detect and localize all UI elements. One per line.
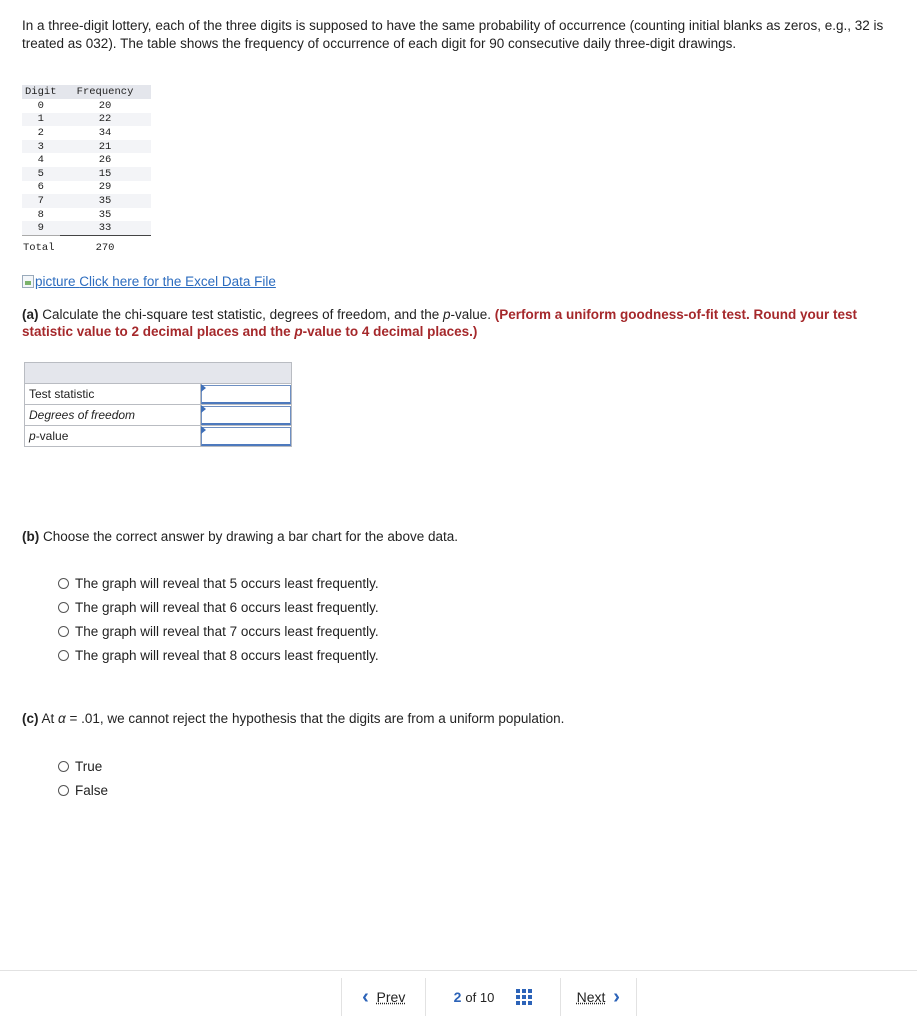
frequency-cell: 15 xyxy=(60,167,151,181)
table-row xyxy=(22,140,151,154)
total-value: 270 xyxy=(60,235,151,257)
part-b-text: Choose the correct answer by drawing a bar chart for the above data. xyxy=(39,529,458,544)
table-row xyxy=(22,99,151,113)
option-label: The graph will reveal that 7 occurs least frequently. xyxy=(75,623,379,639)
current-page: 2 xyxy=(453,989,462,1005)
alpha-symbol: α xyxy=(58,711,66,726)
footer-separator xyxy=(636,978,637,1016)
option-label: True xyxy=(75,758,103,774)
answer-cell xyxy=(201,426,292,447)
answer-cell xyxy=(201,384,292,405)
excel-data-link[interactable] xyxy=(22,274,276,289)
digit-cell: 7 xyxy=(22,194,60,208)
option-item[interactable] xyxy=(58,754,108,778)
degrees-of-freedom-label xyxy=(25,405,201,426)
digit-cell: 2 xyxy=(37,126,44,139)
digit-cell: 6 xyxy=(37,181,44,194)
digit-header: Digit xyxy=(22,85,60,99)
table-row xyxy=(22,167,151,181)
part-a-label: (a) xyxy=(22,307,39,322)
frequency-header: Frequency xyxy=(60,85,151,99)
option-item[interactable] xyxy=(58,619,379,643)
part-a-text-2: -value. xyxy=(450,307,495,322)
test-statistic-label: Test statistic xyxy=(25,384,201,405)
part-c-question xyxy=(22,711,564,726)
option-label: The graph will reveal that 5 occurs least frequently. xyxy=(75,575,379,591)
question-intro: In a three-digit lottery, each of the three digits is supposed to have the same probability of occurrence (counting initial blanks as zeros, e.g., 32 is treated as 032). The table shows the frequency of occurrence of each digit for 90 consecutive daily three-digit drawings. xyxy=(22,18,884,51)
digit-cell: 3 xyxy=(22,140,60,154)
answer-table-header xyxy=(25,363,292,384)
option-label: The graph will reveal that 6 occurs least frequently. xyxy=(75,599,379,615)
radio-button[interactable] xyxy=(58,578,69,589)
answer-table xyxy=(24,362,292,447)
radio-button[interactable] xyxy=(58,650,69,661)
p-value-rest: -value xyxy=(35,429,69,443)
part-a-question xyxy=(22,306,892,340)
answer-cell xyxy=(201,405,292,426)
instruction-p: p xyxy=(294,324,303,339)
instruction-text: (Perform a uniform goodness-of-fit test. Round your test statistic value to 2 decimal places and the xyxy=(22,307,858,339)
table-row xyxy=(22,221,151,235)
chevron-right-icon: › xyxy=(613,986,620,1008)
grid-icon[interactable] xyxy=(516,989,532,1005)
p-value-label xyxy=(25,426,201,447)
p-value-input[interactable] xyxy=(201,427,291,446)
frequency-cell: 22 xyxy=(60,113,151,127)
prev-button[interactable] xyxy=(342,987,425,1007)
frequency-cell: 26 xyxy=(98,154,112,167)
picture-icon xyxy=(22,275,34,288)
frequency-cell: 34 xyxy=(98,126,112,139)
next-button[interactable] xyxy=(561,987,636,1007)
page-total: of 10 xyxy=(465,989,495,1005)
radio-button[interactable] xyxy=(58,785,69,796)
dof-label-text: Degrees of freedom xyxy=(29,408,136,422)
footer-divider xyxy=(0,970,917,971)
total-row xyxy=(22,235,151,257)
chevron-left-icon: ‹ xyxy=(362,986,369,1008)
part-c-options xyxy=(58,754,108,802)
answer-row xyxy=(25,426,292,447)
table-row xyxy=(22,153,151,167)
part-b-question xyxy=(22,529,458,544)
total-label: Total xyxy=(22,235,60,257)
part-c-label: (c) xyxy=(22,711,39,726)
digit-cell: 4 xyxy=(37,154,44,167)
instruction-text-2: -value to 4 decimal places.) xyxy=(302,324,478,339)
pagination-footer xyxy=(341,978,637,1016)
part-b-label: (b) xyxy=(22,529,40,544)
part-c-text: At xyxy=(38,711,59,726)
digit-cell: 1 xyxy=(22,113,60,127)
frequency-cell: 29 xyxy=(98,181,112,194)
excel-link-alt: picture xyxy=(35,274,76,289)
next-label: Next xyxy=(576,989,606,1005)
p-value-p: p xyxy=(29,429,36,443)
digit-cell: 8 xyxy=(37,208,44,221)
option-label: The graph will reveal that 8 occurs least frequently. xyxy=(75,647,379,663)
frequency-cell: 20 xyxy=(98,99,112,112)
frequency-cell: 21 xyxy=(60,140,151,154)
option-item[interactable] xyxy=(58,595,379,619)
test-statistic-input[interactable] xyxy=(201,385,291,404)
page-indicator xyxy=(426,989,559,1005)
frequency-table xyxy=(22,85,151,257)
option-item[interactable] xyxy=(58,571,379,595)
prev-label: Prev xyxy=(376,989,406,1005)
digit-cell: 0 xyxy=(37,99,44,112)
radio-button[interactable] xyxy=(58,761,69,772)
table-row xyxy=(22,126,151,140)
part-a-text: Calculate the chi-square test statistic, degrees of freedom, and the xyxy=(38,307,443,322)
answer-row xyxy=(25,405,292,426)
digit-cell: 5 xyxy=(22,167,60,181)
part-b-options xyxy=(58,571,379,667)
table-row xyxy=(22,181,151,195)
frequency-cell: 35 xyxy=(60,194,151,208)
frequency-cell: 35 xyxy=(98,208,112,221)
radio-button[interactable] xyxy=(58,602,69,613)
digit-cell: 9 xyxy=(22,221,60,235)
header-cell xyxy=(25,363,292,384)
radio-button[interactable] xyxy=(58,626,69,637)
excel-link-text: Click here for the Excel Data File xyxy=(79,274,276,289)
table-row xyxy=(22,208,151,222)
degrees-of-freedom-input[interactable] xyxy=(201,406,291,425)
option-item[interactable] xyxy=(58,778,108,802)
table-row xyxy=(22,194,151,208)
answer-row xyxy=(25,384,292,405)
part-a-p: p xyxy=(442,307,451,322)
frequency-cell: 33 xyxy=(60,221,151,235)
option-label: False xyxy=(75,782,109,798)
part-c-text-2: = .01, we cannot reject the hypothesis that the digits are from a uniform population. xyxy=(65,711,565,726)
option-item[interactable] xyxy=(58,643,379,667)
table-row xyxy=(22,113,151,127)
